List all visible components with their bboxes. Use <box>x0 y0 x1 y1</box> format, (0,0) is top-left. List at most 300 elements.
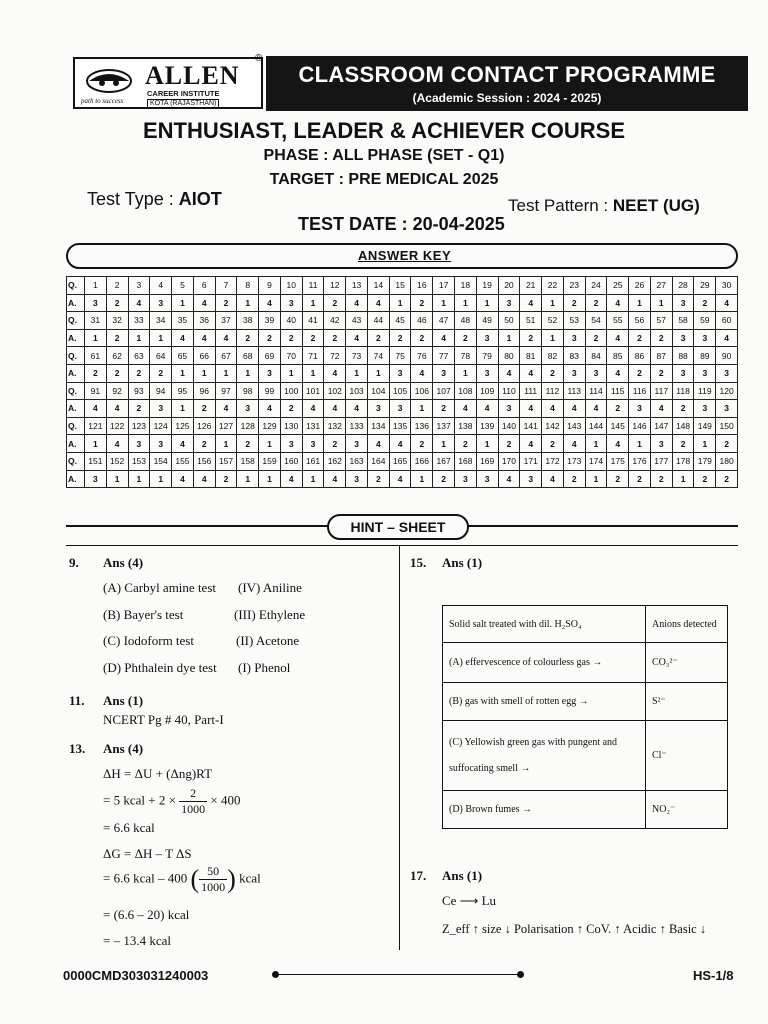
question-cell: 89 <box>694 347 716 365</box>
question-cell: 39 <box>259 312 281 330</box>
answer-cell: 2 <box>324 294 346 312</box>
answer-cell: 4 <box>172 435 194 453</box>
answer-cell: 2 <box>629 470 651 488</box>
question-cell: 162 <box>324 452 346 470</box>
question-cell: 46 <box>411 312 433 330</box>
row-label: Q. <box>67 312 85 330</box>
answer-label: Ans (1) <box>442 868 483 883</box>
answer-cell: 3 <box>302 435 324 453</box>
answer-cell: 3 <box>346 435 368 453</box>
table-cell: (B) gas with smell of rotten egg → <box>443 683 646 721</box>
answer-cell: 2 <box>585 329 607 347</box>
question-cell: 104 <box>367 382 389 400</box>
question-cell: 69 <box>259 347 281 365</box>
question-cell: 51 <box>520 312 542 330</box>
answer-cell: 3 <box>433 364 455 382</box>
question-cell: 8 <box>237 277 259 295</box>
question-cell: 29 <box>694 277 716 295</box>
question-cell: 172 <box>542 452 564 470</box>
answer-cell: 1 <box>237 364 259 382</box>
question-cell: 74 <box>367 347 389 365</box>
question-cell: 68 <box>237 347 259 365</box>
answer-cell: 3 <box>150 400 172 418</box>
answer-cell: 4 <box>106 435 128 453</box>
answer-cell: 2 <box>563 470 585 488</box>
question-cell: 140 <box>498 417 520 435</box>
table-cell: Cl⁻ <box>646 721 728 791</box>
question-cell: 108 <box>455 382 477 400</box>
question-cell: 32 <box>106 312 128 330</box>
answer-cell: 3 <box>128 435 150 453</box>
question-cell: 125 <box>172 417 194 435</box>
test-type <box>87 189 222 210</box>
answer-cell: 4 <box>607 364 629 382</box>
question-cell: 44 <box>367 312 389 330</box>
question-cell: 153 <box>128 452 150 470</box>
answer-cell: 4 <box>542 400 564 418</box>
row-label: A. <box>67 364 85 382</box>
question-cell: 177 <box>650 452 672 470</box>
question-cell: 137 <box>433 417 455 435</box>
question-row <box>67 452 738 470</box>
question-cell: 76 <box>411 347 433 365</box>
question-cell: 159 <box>259 452 281 470</box>
answer-cell: 1 <box>302 470 324 488</box>
answer-cell: 3 <box>672 294 694 312</box>
answer-cell: 4 <box>650 400 672 418</box>
answer-cell: 2 <box>607 470 629 488</box>
question-cell: 141 <box>520 417 542 435</box>
question-cell: 20 <box>498 277 520 295</box>
row-label: Q. <box>67 452 85 470</box>
question-cell: 166 <box>411 452 433 470</box>
answer-cell: 2 <box>85 364 107 382</box>
row-label: A. <box>67 400 85 418</box>
question-cell: 163 <box>346 452 368 470</box>
question-cell: 144 <box>585 417 607 435</box>
question-cell: 23 <box>563 277 585 295</box>
question-cell: 55 <box>607 312 629 330</box>
question-cell: 158 <box>237 452 259 470</box>
answer-cell: 3 <box>716 364 738 382</box>
question-cell: 71 <box>302 347 324 365</box>
question-cell: 128 <box>237 417 259 435</box>
answer-row <box>67 364 738 382</box>
answer-cell: 4 <box>324 470 346 488</box>
answer-cell: 4 <box>389 435 411 453</box>
question-cell: 78 <box>455 347 477 365</box>
question-cell: 4 <box>150 277 172 295</box>
question-cell: 79 <box>476 347 498 365</box>
question-cell: 93 <box>128 382 150 400</box>
question-cell: 167 <box>433 452 455 470</box>
answer-cell: 2 <box>128 400 150 418</box>
equation-part: = 5 kcal + 2 × <box>103 792 176 808</box>
question-cell: 5 <box>172 277 194 295</box>
question-cell: 164 <box>367 452 389 470</box>
answer-cell: 3 <box>694 329 716 347</box>
answer-cell: 1 <box>629 435 651 453</box>
answer-cell: 4 <box>716 329 738 347</box>
answer-cell: 1 <box>433 435 455 453</box>
match-right: (III) Ethylene <box>234 607 306 622</box>
question-cell: 50 <box>498 312 520 330</box>
logo-subtitle: CAREER INSTITUTE <box>147 89 220 98</box>
question-cell: 179 <box>694 452 716 470</box>
answer-cell: 3 <box>498 294 520 312</box>
answer-cell: 4 <box>85 400 107 418</box>
question-cell: 36 <box>193 312 215 330</box>
question-cell: 170 <box>498 452 520 470</box>
answer-cell: 4 <box>346 294 368 312</box>
answer-cell: 1 <box>150 470 172 488</box>
answer-cell: 1 <box>672 470 694 488</box>
answer-cell: 4 <box>193 470 215 488</box>
answer-key-table <box>66 276 738 488</box>
answer-cell: 2 <box>237 435 259 453</box>
answer-cell: 2 <box>542 435 564 453</box>
left-paren: ( <box>190 864 200 894</box>
question-cell: 19 <box>476 277 498 295</box>
answer-cell: 1 <box>389 294 411 312</box>
answer-label: Ans (1) <box>103 693 144 708</box>
question-cell: 152 <box>106 452 128 470</box>
question-cell: 65 <box>172 347 194 365</box>
answer-cell: 1 <box>455 294 477 312</box>
answer-cell: 3 <box>629 400 651 418</box>
question-cell: 47 <box>433 312 455 330</box>
answer-cell: 1 <box>85 435 107 453</box>
question-cell: 138 <box>455 417 477 435</box>
question-cell: 37 <box>215 312 237 330</box>
question-cell: 94 <box>150 382 172 400</box>
answer-cell: 2 <box>716 435 738 453</box>
answer-cell: 1 <box>259 470 281 488</box>
hint-text: Ce ⟶ Lu <box>442 893 497 908</box>
answer-cell: 4 <box>520 294 542 312</box>
row-label: A. <box>67 435 85 453</box>
test-pattern-label: Test Pattern : <box>508 196 613 215</box>
answer-cell: 1 <box>542 294 564 312</box>
answer-cell: 3 <box>563 364 585 382</box>
answer-cell: 2 <box>716 470 738 488</box>
denominator: 1000 <box>181 802 206 816</box>
answer-cell: 4 <box>106 400 128 418</box>
answer-cell: 1 <box>128 329 150 347</box>
answer-key-title: ANSWER KEY <box>358 248 452 263</box>
numerator: 2 <box>179 786 207 802</box>
question-cell: 77 <box>433 347 455 365</box>
table-cell: (A) effervescence of colourless gas → <box>443 643 646 683</box>
hint-text: Z_eff ↑ size ↓ Polarisation ↑ CoV. ↑ Acidic ↑ Basic ↓ <box>442 922 707 936</box>
match-right: (II) Acetone <box>236 633 300 648</box>
question-cell: 30 <box>716 277 738 295</box>
answer-cell: 4 <box>542 470 564 488</box>
question-cell: 101 <box>302 382 324 400</box>
question-number: 13. <box>69 741 86 756</box>
table-cell: (D) Brown fumes → <box>443 791 646 829</box>
answer-cell: 2 <box>455 329 477 347</box>
document-code: 0000CMD303031240003 <box>63 968 209 983</box>
target-title: TARGET : PRE MEDICAL 2025 <box>269 171 499 188</box>
question-cell: 169 <box>476 452 498 470</box>
question-cell: 26 <box>629 277 651 295</box>
question-cell: 154 <box>150 452 172 470</box>
answer-cell: 4 <box>280 470 302 488</box>
answer-cell: 2 <box>106 294 128 312</box>
denominator: 1000 <box>201 880 226 894</box>
answer-cell: 1 <box>302 294 324 312</box>
question-cell: 119 <box>694 382 716 400</box>
answer-cell: 3 <box>694 364 716 382</box>
question-cell: 180 <box>716 452 738 470</box>
question-cell: 17 <box>433 277 455 295</box>
answer-row <box>67 470 738 488</box>
answer-cell: 3 <box>389 400 411 418</box>
question-cell: 52 <box>542 312 564 330</box>
answer-cell: 4 <box>172 329 194 347</box>
answer-cell: 4 <box>476 400 498 418</box>
hint-sheet-title: HINT – SHEET <box>327 514 469 540</box>
question-cell: 146 <box>629 417 651 435</box>
question-cell: 175 <box>607 452 629 470</box>
question-cell: 106 <box>411 382 433 400</box>
question-cell: 156 <box>193 452 215 470</box>
anion-table <box>442 605 728 829</box>
table-header: Anions detected <box>646 606 728 643</box>
question-cell: 42 <box>324 312 346 330</box>
answer-label: Ans (1) <box>442 555 483 570</box>
question-cell: 178 <box>672 452 694 470</box>
answer-cell: 2 <box>367 329 389 347</box>
answer-cell: 2 <box>106 329 128 347</box>
equation-line <box>103 864 261 895</box>
question-cell: 143 <box>563 417 585 435</box>
question-cell: 75 <box>389 347 411 365</box>
question-cell: 1 <box>85 277 107 295</box>
question-cell: 110 <box>498 382 520 400</box>
question-cell: 100 <box>280 382 302 400</box>
question-cell: 139 <box>476 417 498 435</box>
phase-title: PHASE : ALL PHASE (SET - Q1) <box>263 147 505 164</box>
match-left: (B) Bayer's test <box>103 607 184 622</box>
answer-cell: 4 <box>193 294 215 312</box>
answer-cell: 4 <box>389 470 411 488</box>
question-cell: 28 <box>672 277 694 295</box>
table-cell: CO₃²⁻ <box>646 643 728 683</box>
answer-cell: 2 <box>433 400 455 418</box>
answer-cell: 4 <box>520 400 542 418</box>
question-cell: 16 <box>411 277 433 295</box>
answer-cell: 2 <box>259 329 281 347</box>
answer-cell: 1 <box>585 435 607 453</box>
answer-cell: 4 <box>215 329 237 347</box>
question-cell: 27 <box>650 277 672 295</box>
answer-cell: 3 <box>150 294 172 312</box>
question-cell: 123 <box>128 417 150 435</box>
answer-cell: 3 <box>476 329 498 347</box>
answer-cell: 4 <box>215 400 237 418</box>
answer-cell: 2 <box>215 294 237 312</box>
answer-cell: 4 <box>607 329 629 347</box>
question-cell: 168 <box>455 452 477 470</box>
question-cell: 142 <box>542 417 564 435</box>
answer-cell: 4 <box>367 435 389 453</box>
table-row <box>443 791 728 829</box>
question-cell: 66 <box>193 347 215 365</box>
question-cell: 133 <box>346 417 368 435</box>
answer-cell: 2 <box>215 470 237 488</box>
answer-cell: 2 <box>694 470 716 488</box>
row-label: Q. <box>67 417 85 435</box>
question-cell: 86 <box>629 347 651 365</box>
programme-banner <box>266 56 748 111</box>
question-cell: 130 <box>280 417 302 435</box>
answer-cell: 1 <box>85 329 107 347</box>
answer-cell: 3 <box>476 470 498 488</box>
answer-row <box>67 400 738 418</box>
answer-cell: 2 <box>498 435 520 453</box>
programme-title: CLASSROOM CONTACT PROGRAMME <box>298 62 716 87</box>
answer-cell: 2 <box>411 435 433 453</box>
answer-cell: 4 <box>411 364 433 382</box>
question-cell: 24 <box>585 277 607 295</box>
question-cell: 18 <box>455 277 477 295</box>
question-cell: 85 <box>607 347 629 365</box>
question-cell: 80 <box>498 347 520 365</box>
answer-cell: 3 <box>280 435 302 453</box>
question-cell: 56 <box>629 312 651 330</box>
question-cell: 131 <box>302 417 324 435</box>
match-right: (IV) Aniline <box>238 580 302 595</box>
question-cell: 155 <box>172 452 194 470</box>
answer-cell: 3 <box>237 400 259 418</box>
question-cell: 15 <box>389 277 411 295</box>
equation-line <box>103 786 241 817</box>
answer-cell: 3 <box>694 400 716 418</box>
question-cell: 73 <box>346 347 368 365</box>
answer-cell: 2 <box>650 470 672 488</box>
table-row <box>443 721 728 791</box>
question-number: 11. <box>69 693 85 708</box>
question-cell: 90 <box>716 347 738 365</box>
answer-cell: 1 <box>237 294 259 312</box>
answer-cell: 4 <box>346 400 368 418</box>
numerator: 50 <box>199 864 227 880</box>
table-row <box>443 683 728 721</box>
answer-cell: 2 <box>128 364 150 382</box>
question-cell: 151 <box>85 452 107 470</box>
question-cell: 111 <box>520 382 542 400</box>
question-cell: 91 <box>85 382 107 400</box>
answer-cell: 2 <box>455 435 477 453</box>
answer-cell: 1 <box>172 294 194 312</box>
equation-line: ΔG = ΔH – T ΔS <box>103 846 192 861</box>
logo-brand: ALLEN <box>145 61 240 90</box>
question-cell: 62 <box>106 347 128 365</box>
answer-cell: 1 <box>346 364 368 382</box>
question-cell: 98 <box>237 382 259 400</box>
answer-cell: 4 <box>455 400 477 418</box>
row-label: Q. <box>67 277 85 295</box>
answer-cell: 2 <box>106 364 128 382</box>
question-cell: 61 <box>85 347 107 365</box>
question-cell: 63 <box>128 347 150 365</box>
answer-cell: 2 <box>563 294 585 312</box>
answer-cell: 3 <box>563 329 585 347</box>
question-cell: 83 <box>563 347 585 365</box>
question-cell: 58 <box>672 312 694 330</box>
question-cell: 176 <box>629 452 651 470</box>
question-cell: 57 <box>650 312 672 330</box>
answer-cell: 3 <box>346 470 368 488</box>
question-cell: 148 <box>672 417 694 435</box>
answer-cell: 1 <box>172 400 194 418</box>
match-left: (A) Carbyl amine test <box>103 580 216 595</box>
answer-cell: 4 <box>324 400 346 418</box>
answer-cell: 1 <box>433 294 455 312</box>
question-row <box>67 347 738 365</box>
answer-cell: 1 <box>650 294 672 312</box>
match-left: (D) Phthalein dye test <box>103 660 217 675</box>
answer-cell: 3 <box>585 364 607 382</box>
question-cell: 7 <box>215 277 237 295</box>
question-cell: 103 <box>346 382 368 400</box>
answer-cell: 2 <box>193 435 215 453</box>
question-number: 15. <box>410 555 427 570</box>
question-cell: 157 <box>215 452 237 470</box>
question-cell: 88 <box>672 347 694 365</box>
question-cell: 132 <box>324 417 346 435</box>
question-cell: 3 <box>128 277 150 295</box>
question-cell: 135 <box>389 417 411 435</box>
answer-cell: 4 <box>193 329 215 347</box>
question-cell: 114 <box>585 382 607 400</box>
question-cell: 124 <box>150 417 172 435</box>
fraction <box>199 864 227 895</box>
answer-cell: 1 <box>128 470 150 488</box>
question-cell: 160 <box>280 452 302 470</box>
question-cell: 136 <box>411 417 433 435</box>
answer-cell: 3 <box>476 364 498 382</box>
answer-cell: 2 <box>280 400 302 418</box>
owl-emblem-icon <box>81 65 137 95</box>
question-cell: 120 <box>716 382 738 400</box>
academic-session: (Academic Session : 2024 - 2025) <box>412 91 602 105</box>
answer-cell: 2 <box>389 329 411 347</box>
answer-cell: 4 <box>172 470 194 488</box>
equation-line: ΔH = ΔU + (Δng)RT <box>103 766 213 781</box>
question-cell: 67 <box>215 347 237 365</box>
question-cell: 64 <box>150 347 172 365</box>
question-cell: 113 <box>563 382 585 400</box>
answer-cell: 4 <box>498 364 520 382</box>
question-cell: 115 <box>607 382 629 400</box>
test-date: TEST DATE : 20-04-2025 <box>298 214 505 234</box>
answer-cell: 2 <box>520 329 542 347</box>
answer-cell: 4 <box>259 400 281 418</box>
answer-cell: 4 <box>520 364 542 382</box>
answer-cell: 4 <box>498 470 520 488</box>
answer-cell: 4 <box>302 400 324 418</box>
page-number: HS-1/8 <box>693 968 734 983</box>
table-cell: S²⁻ <box>646 683 728 721</box>
answer-cell: 3 <box>389 364 411 382</box>
answer-cell: 4 <box>324 364 346 382</box>
answer-cell: 3 <box>498 400 520 418</box>
answer-cell: 1 <box>106 470 128 488</box>
answer-cell: 2 <box>367 470 389 488</box>
